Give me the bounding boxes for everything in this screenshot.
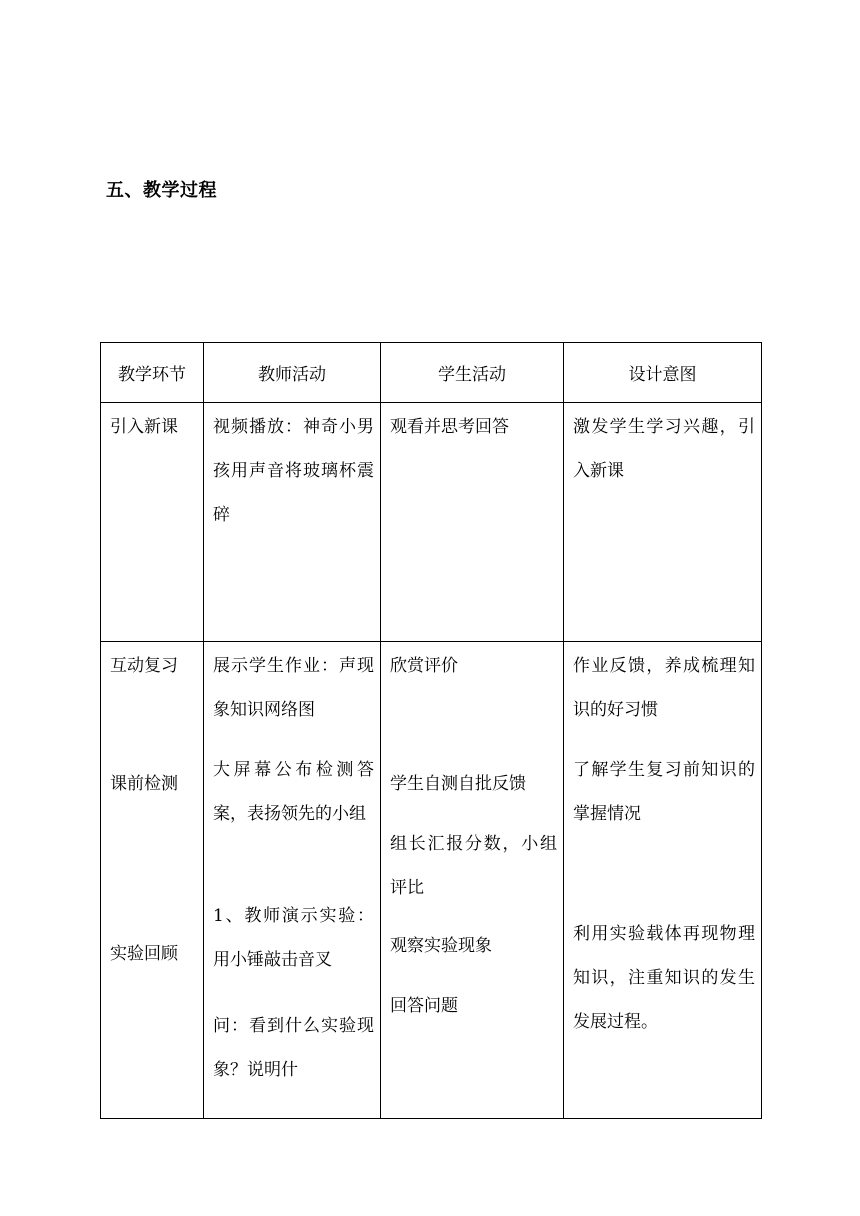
stage-cell <box>101 642 204 1119</box>
teaching-process-table <box>100 342 762 1119</box>
stage-label: 引入新课 <box>110 417 178 437</box>
teacher-activity-text: 1、教师演示实验：用小锤敲击音叉 <box>213 906 374 970</box>
header-stage: 教学环节 <box>101 343 204 403</box>
table-row <box>101 642 762 1119</box>
design-intent-text: 了解学生复习前知识的掌握情况 <box>573 760 755 824</box>
teacher-activity-text: 视频播放：神奇小男孩用声音将玻璃杯震碎 <box>213 417 374 525</box>
student-activity-text: 欣赏评价 <box>390 656 458 676</box>
teacher-activity-cell <box>204 642 381 1119</box>
design-intent-cell <box>564 642 762 1119</box>
section-heading: 五、教学过程 <box>106 180 217 201</box>
student-activity-cell <box>381 642 564 1119</box>
design-intent-text: 利用实验载体再现物理知识，注重知识的发生发展过程。 <box>573 924 755 1032</box>
teacher-activity-text: 展示学生作业：声现象知识网络图 <box>213 656 374 720</box>
design-intent-text: 激发学生学习兴趣，引入新课 <box>573 417 755 481</box>
student-activity-text: 回答问题 <box>390 996 458 1016</box>
teacher-activity-text: 大屏幕公布检测答案，表扬领先的小组 <box>213 760 374 824</box>
header-design-intent: 设计意图 <box>564 343 762 403</box>
teacher-activity-text: 问：看到什么实验现象？说明什 <box>213 1016 374 1080</box>
design-intent-cell <box>564 403 762 642</box>
teacher-activity-cell <box>204 403 381 642</box>
design-intent-text: 作业反馈，养成梳理知识的好习惯 <box>573 656 755 720</box>
student-activity-text: 观看并思考回答 <box>390 417 509 437</box>
student-activity-text: 观察实验现象 <box>390 936 492 956</box>
stage-label: 实验回顾 <box>110 944 178 964</box>
table-header-row <box>101 343 762 403</box>
stage-label: 互动复习 <box>110 656 178 676</box>
stage-label: 课前检测 <box>110 774 178 794</box>
table-row <box>101 403 762 642</box>
header-student-activity: 学生活动 <box>381 343 564 403</box>
student-activity-cell <box>381 403 564 642</box>
student-activity-text: 组长汇报分数，小组评比 <box>390 834 557 898</box>
header-teacher-activity: 教师活动 <box>204 343 381 403</box>
stage-cell <box>101 403 204 642</box>
student-activity-text: 学生自测自批反馈 <box>390 774 526 794</box>
